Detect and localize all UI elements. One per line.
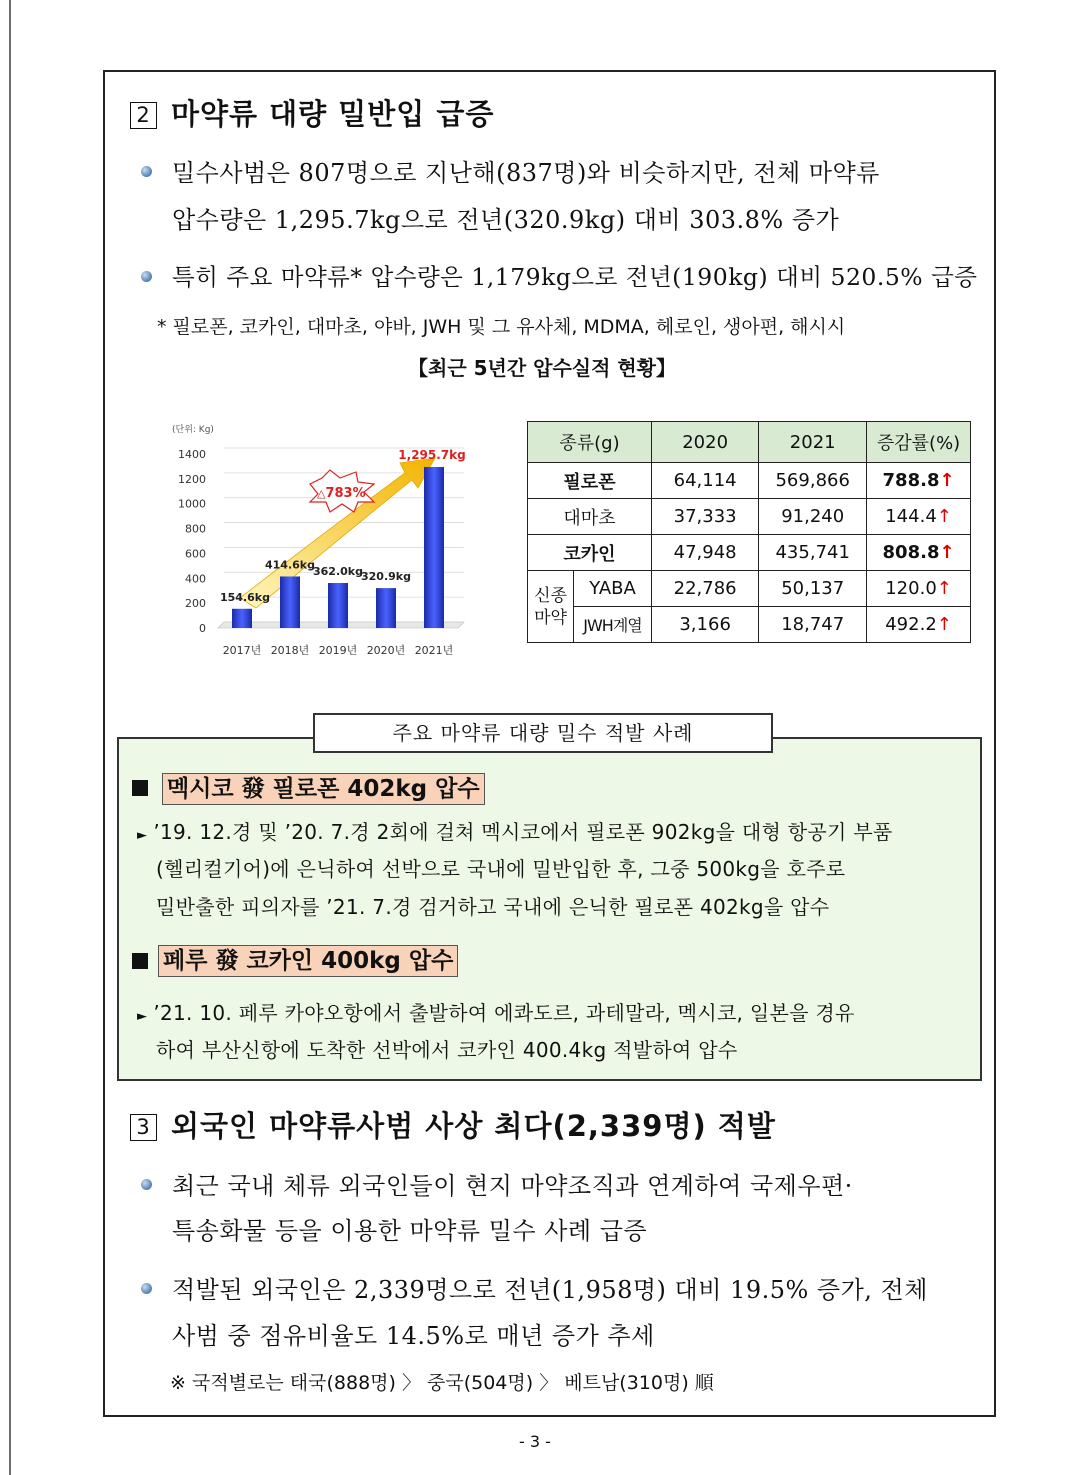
table-cell: 37,333: [651, 499, 758, 535]
section2-number: 2: [130, 102, 157, 129]
y-tick-label: 1000: [178, 497, 206, 511]
x-tick-label: 2019년: [318, 644, 358, 657]
table-header: 증감률(%): [867, 422, 971, 463]
table-row: [528, 463, 971, 499]
s3-bullet1-line2: 특송화물 등을 이용한 마약류 밀수 사례 급증: [172, 1217, 648, 1245]
s3-note: ※ 국적별로는 태국(888명) 〉 중국(504명) 〉 베트남(310명) 順: [170, 1372, 714, 1394]
x-tick-label: 2021년: [414, 644, 454, 657]
y-tick-label: 0: [199, 622, 206, 635]
case1-line3: 밀반출한 피의자를 ’21. 7.경 검거하고 국내에 은닉한 필로폰 402kg을 압수: [156, 895, 830, 919]
table-row: [528, 535, 971, 571]
table-cell: [867, 499, 971, 535]
table-cell: 대마초: [528, 499, 652, 535]
section2-heading: [130, 92, 494, 133]
y-tick-label: 600: [185, 547, 206, 561]
rate-value: 120.0: [885, 578, 937, 599]
arrow-up-icon: ↑: [936, 506, 952, 527]
bar: [328, 583, 348, 628]
s2-footnote: * 필로폰, 코카인, 대마초, 야바, JWH 및 그 유사체, MDMA, 헤로인, 생아편, 해시시: [157, 316, 846, 338]
bullet-icon: [141, 166, 152, 177]
table-cell: 22,786: [651, 571, 758, 607]
table-cell: 코카인: [528, 535, 652, 571]
figure-title: 【최근 5년간 압수실적 현황】: [408, 356, 677, 380]
bar-data-label: 1,295.7kg: [398, 447, 466, 462]
table-cell: [867, 571, 971, 607]
table-cell: [867, 607, 971, 643]
bullet-icon: [141, 1179, 152, 1190]
arrow-up-icon: ↑: [936, 614, 952, 635]
chart-annotation-text: 783%: [325, 486, 366, 501]
rate-value: 492.2: [885, 614, 937, 635]
arrow-up-icon: ↑: [939, 542, 955, 563]
rate-value: 144.4: [885, 506, 937, 527]
left-margin-line: [9, 0, 11, 1475]
table-cell: JWH계열: [574, 607, 652, 643]
bar: [232, 609, 252, 628]
chart-unit-label: (단위: Kg): [172, 425, 214, 435]
bar: [376, 588, 396, 628]
table-header-row: [528, 422, 971, 463]
y-tick-label: 1400: [178, 448, 206, 461]
triangle-right-icon: ►: [137, 828, 148, 843]
table-header: 2020: [651, 422, 758, 463]
s3-bullet2-line2: 사범 중 점유비율도 14.5%로 매년 증가 추세: [172, 1322, 655, 1350]
table-cell: 3,166: [651, 607, 758, 643]
table-cell: 필로폰: [528, 463, 652, 499]
case1-line1: [137, 816, 893, 845]
table-cell: 64,114: [651, 463, 758, 499]
table-header: 종류(g): [528, 422, 652, 463]
cases-box-title: 주요 마약류 대량 밀수 적발 사례: [313, 713, 773, 753]
section3-number: 3: [130, 1114, 157, 1141]
table-cell: 435,741: [759, 535, 867, 571]
table-cell: YABA: [574, 571, 652, 607]
y-tick-label: 800: [185, 522, 206, 536]
rate-value: 788.8: [882, 470, 940, 491]
bullet-icon: [141, 1283, 152, 1294]
arrow-up-icon: ↑: [939, 470, 955, 491]
section3-title: 외국인 마약류사범 사상 최다(2,339명) 적발: [171, 1109, 776, 1143]
table-cell: 18,747: [759, 607, 867, 643]
table-row: [528, 499, 971, 535]
case1-title: 멕시코 發 필로폰 402kg 압수: [162, 773, 485, 805]
case1-line2: (헬리컬기어)에 은닉하여 선박으로 국내에 밀반입한 후, 그중 500kg을 호주로: [156, 857, 846, 881]
seizure-table: [527, 421, 971, 643]
square-bullet-icon: [132, 780, 148, 796]
s2-bullet1-line1: 밀수사범은 807명으로 지난해(837명)와 비슷하지만, 전체 마약류: [172, 159, 880, 187]
triangle-up-icon: △: [317, 487, 326, 500]
arrow-up-icon: ↑: [936, 578, 952, 599]
x-tick-label: 2017년: [222, 644, 262, 657]
case2-line1-text: ’21. 10. 페루 카야오항에서 출발하여 에콰도르, 과테말라, 멕시코, 일본을 경유: [153, 1001, 855, 1025]
s3-bullet2-line1: 적발된 외국인은 2,339명으로 전년(1,958명) 대비 19.5% 증가, 전체: [172, 1276, 928, 1304]
square-bullet-icon: [132, 953, 148, 969]
table-cell: 91,240: [759, 499, 867, 535]
rate-value: 808.8: [882, 542, 940, 563]
case1-line1-text: ’19. 12.경 및 ’20. 7.경 2회에 걸쳐 멕시코에서 필로폰 902kg을 대형 항공기 부품: [153, 820, 893, 844]
table-cell: 47,948: [651, 535, 758, 571]
y-tick-label: 400: [185, 572, 206, 586]
s2-bullet1-line2: 압수량은 1,295.7kg으로 전년(320.9kg) 대비 303.8% 증가: [172, 206, 840, 234]
s3-bullet1-line1: 최근 국내 체류 외국인들이 현지 마약조직과 연계하여 국제우편·: [172, 1172, 853, 1200]
triangle-right-icon: ►: [137, 1009, 148, 1024]
table-row: [528, 571, 971, 607]
case2-title: 페루 發 코카인 400kg 압수: [158, 945, 458, 977]
bar-data-label: 414.6kg: [265, 558, 315, 572]
bar-data-label: 154.6kg: [220, 590, 270, 604]
y-tick-label: 1200: [178, 472, 206, 486]
s2-bullet2: 특히 주요 마약류* 압수량은 1,179kg으로 전년(190kg) 대비 520.5% 급증: [172, 263, 978, 291]
table-cell: 50,137: [759, 571, 867, 607]
case2-line2: 하여 부산신항에 도착한 선박에서 코카인 400.4kg 적발하여 압수: [156, 1038, 738, 1062]
table-cell: [867, 535, 971, 571]
bar-data-label: 362.0kg: [313, 565, 363, 579]
x-tick-label: 2020년: [366, 644, 406, 657]
table-row: [528, 607, 971, 643]
bar-data-label: 320.9kg: [361, 570, 411, 584]
case2-line1: [137, 997, 855, 1026]
section3-heading: [130, 1104, 776, 1145]
bullet-icon: [141, 271, 152, 282]
table-header: 2021: [759, 422, 867, 463]
page-number: - 3 -: [519, 1432, 551, 1451]
bar: [424, 467, 444, 628]
seizure-bar-chart: [160, 418, 490, 668]
table-cell: [867, 463, 971, 499]
bar: [280, 576, 300, 628]
chart-annotation: [317, 486, 366, 501]
x-tick-label: 2018년: [270, 644, 310, 657]
y-tick-label: 200: [185, 597, 206, 611]
chart-svg: [160, 418, 490, 668]
table-cell: 569,866: [759, 463, 867, 499]
table-group-label: 신종 마약: [528, 571, 574, 643]
section2-title: 마약류 대량 밀반입 급증: [171, 97, 495, 131]
